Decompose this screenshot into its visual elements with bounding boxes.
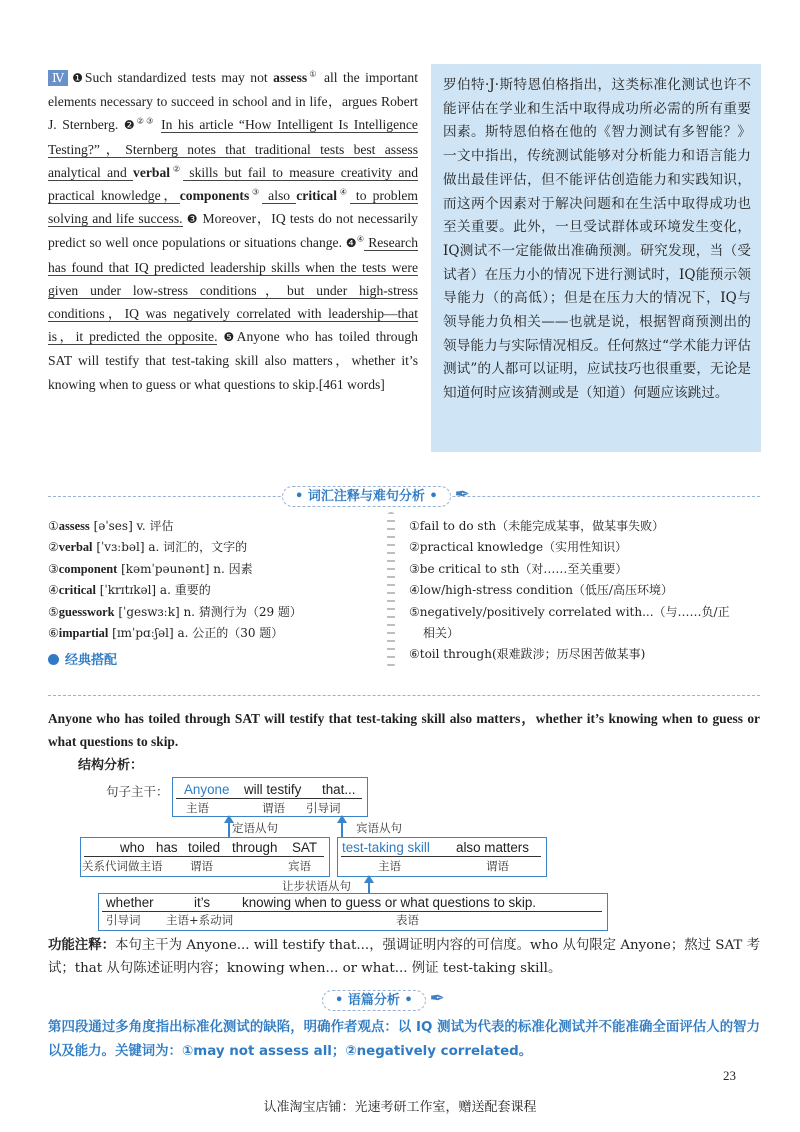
- sentence-1a: Such standardized tests may not: [84, 70, 274, 85]
- main-label-predicate: 谓语: [262, 801, 285, 815]
- difficult-sentence: Anyone who has toiled through SAT will testify that test-taking skill also matters，whether it’s knowing when to guess or what questions to skip.: [48, 711, 760, 749]
- sentence-2d: to problem solving and life success.: [48, 188, 418, 227]
- main-conjunction: that...: [322, 782, 356, 797]
- rel-who: who: [120, 840, 145, 855]
- obj-clause-label: 宾语从句: [356, 821, 402, 835]
- structure-title: 结构分析：: [78, 758, 144, 773]
- obj-predicate: also matters: [456, 840, 529, 855]
- discourse-header: [322, 988, 445, 1009]
- obj-subject: test-taking skill: [342, 840, 430, 855]
- vocab-assess: assess: [273, 70, 308, 85]
- note-sup-s2: ②③: [136, 116, 156, 126]
- adv-label-predicative: 表语: [396, 913, 419, 927]
- adv-predicative: knowing when to guess or what questions to skip.: [242, 895, 537, 910]
- sentence-num-3: ❸: [186, 212, 199, 227]
- sentence-num-4: ❹: [345, 236, 357, 251]
- sentence-num-2: ❷: [123, 118, 137, 133]
- adv-label-conj: 引导词: [106, 913, 141, 927]
- sentence-2a: In his article “How Intelligent Is Intelligence Testing?”，Sternberg notes that traditional tests best assess analytical and: [48, 117, 418, 180]
- paragraph-number: Ⅳ: [48, 70, 68, 86]
- rel-has: has: [156, 840, 178, 855]
- vocab-components: components: [179, 188, 250, 204]
- vocab-item: ④critical [ˈkrɪtɪkəl] a. 重要的: [48, 583, 211, 598]
- obj-underline: [341, 856, 541, 857]
- page-number: 23: [723, 1068, 736, 1083]
- attr-clause-label: 定语从句: [232, 821, 278, 835]
- rel-label-subject: 关系代词做主语: [82, 859, 163, 873]
- obj-label-subject: 主语: [378, 859, 401, 873]
- vocab-item: ①assess [əˈses] v. 评估: [48, 519, 174, 533]
- collocation-item: 相关）: [423, 626, 460, 641]
- sentence-2b: skills but fail to measure creativity and practical knowledge，: [48, 164, 419, 204]
- main-predicate: will testify: [244, 782, 302, 797]
- collocation-item: ③be critical to sth（对……至关重要）: [409, 561, 628, 576]
- classic-title-text: 经典搭配: [65, 653, 118, 668]
- rel-toiled: toiled: [188, 840, 221, 855]
- main-label-conjunction: 引导词: [306, 801, 341, 815]
- note-sup-3: ③: [249, 187, 262, 197]
- obj-label-predicate: 谓语: [486, 859, 509, 873]
- discourse-analysis: 第四段通过多角度指出标准化测试的缺陷，明确作者观点：以 IQ 测试为代表的标准化测试并不能准确全面评估人的智力以及能力。关键词为：①may not assess all；②negatively correlated。: [48, 1020, 760, 1059]
- discourse-header-label: • 语篇分析 •: [322, 990, 426, 1011]
- sentence-3: Moreover，IQ tests do not necessarily predict so well once populations or situations change.: [48, 211, 418, 251]
- adv-label-subject: 主语+系动词: [166, 913, 234, 927]
- main-label-subject: 主语: [186, 801, 209, 815]
- adv-its: it’s: [194, 895, 211, 910]
- vocab-item: ②verbal [ˈvɜːbəl] a. 词汇的，文字的: [48, 540, 248, 555]
- note-sup-4: ④: [337, 187, 350, 197]
- sentence-5: Anyone who has toiled through SAT will testify that test-taking skill also matters，whether it’s knowing when to guess or what questions to skip.: [48, 329, 418, 392]
- rel-label-object: 宾语: [288, 859, 311, 873]
- vocab-verbal: verbal: [133, 164, 171, 180]
- translation-text: 罗伯特·J·斯特恩伯格指出，这类标准化测试也许不能评估在学业和生活中取得成功所必需的所有重要因素。斯特恩伯格在他的《智力测试有多智能？》一文中指出，传统测试能够对分析能力和语言能力做出最佳评估，但不能评估创造能力和实践知识，而这两个因素对于解决问题和在生活中取得成功也至关重要。此外，一旦受试群体或环境发生变化，IQ测试不一定能做出准确预测。研究发现，当（受试者）在压力小的情况下进行测试时，IQ能预示领导能力（的高低）；但是在压力大的情况下，IQ与领导能力负相关——也就是说，根据智商预测出的领导能力与实际情况相反。任何熬过“学术能力评估测试”的人都可以证明，应试技巧也很重要，无论是知道何时应该猜测或是（知道）何题应该跳过。: [443, 77, 751, 402]
- quill-icon: ✒: [454, 484, 470, 504]
- sentence-1b: all the important elements necessary to succeed in school and in life，argues Robert J. Sternberg.: [48, 70, 418, 133]
- vocab-item: ③component [kəmˈpəunənt] n. 因素: [48, 561, 253, 576]
- main-clause-label: 句子主干：: [106, 784, 169, 799]
- rel-label-predicate: 谓语: [190, 859, 213, 873]
- word-count: [461 words]: [318, 376, 385, 392]
- vocab-item: ⑥impartial [ɪmˈpɑːʃəl] a. 公正的（30 题）: [48, 626, 284, 641]
- sentence-4: Research has found that IQ predicted leadership skills when the tests were given under low-stress conditions，but under high-stress conditions，IQ was negatively correlated with leadership—that is，it predicted the opposite.: [48, 235, 419, 345]
- vocab-critical: critical: [296, 188, 338, 204]
- main-underline: [176, 798, 362, 799]
- function-note-label: 功能注释：: [48, 938, 116, 953]
- function-note-text: 本句主干为 Anyone... will testify that...，强调证明内容的可信度。who 从句限定 Anyone；熬过 SAT 考试；that 从句陈述证明内容；knowing when... or what... 例证 test-taking skill。: [48, 938, 761, 976]
- vocab-header-label: • 词汇注释与难句分析 •: [282, 486, 451, 507]
- note-sup-s4: ④: [356, 234, 365, 244]
- rel-underline: [84, 856, 324, 857]
- collocation-item: ④low/high-stress condition（低压/高压环境）: [409, 583, 673, 598]
- collocation-item: ②practical knowledge（实用性知识）: [409, 540, 628, 555]
- sentence-num-5: ❺: [223, 330, 237, 345]
- collocation-item: ⑤negatively/positively correlated with...（与……负/正: [409, 604, 730, 619]
- collocation-item: ⑥toil through(艰难跋涉；历尽困苦做某事): [409, 647, 646, 662]
- footer-notice: 认准淘宝店铺：光速考研工作室，赠送配套课程: [263, 1100, 537, 1115]
- note-sup-2: ②: [170, 164, 183, 174]
- adv-whether: whether: [106, 895, 154, 910]
- sentence-num-1: ❶: [70, 71, 85, 85]
- collocation-item: ①fail to do sth（未能完成某事，做某事失败）: [409, 519, 665, 533]
- function-note: [48, 934, 760, 980]
- note-sup-1: ①: [307, 69, 319, 79]
- obj-connector: [341, 822, 343, 838]
- sentence-2c: also: [261, 188, 297, 204]
- rel-through: through: [232, 840, 278, 855]
- quill-icon: ✒: [429, 988, 445, 1008]
- vocab-item: ⑤guesswork [ˈgeswɜːk] n. 猜测行为（29 题）: [48, 604, 302, 619]
- rel-sat: SAT: [292, 840, 318, 855]
- adv-clause-label: 让步状语从句: [282, 879, 351, 893]
- main-subject: Anyone: [184, 782, 230, 797]
- attr-connector: [228, 822, 230, 838]
